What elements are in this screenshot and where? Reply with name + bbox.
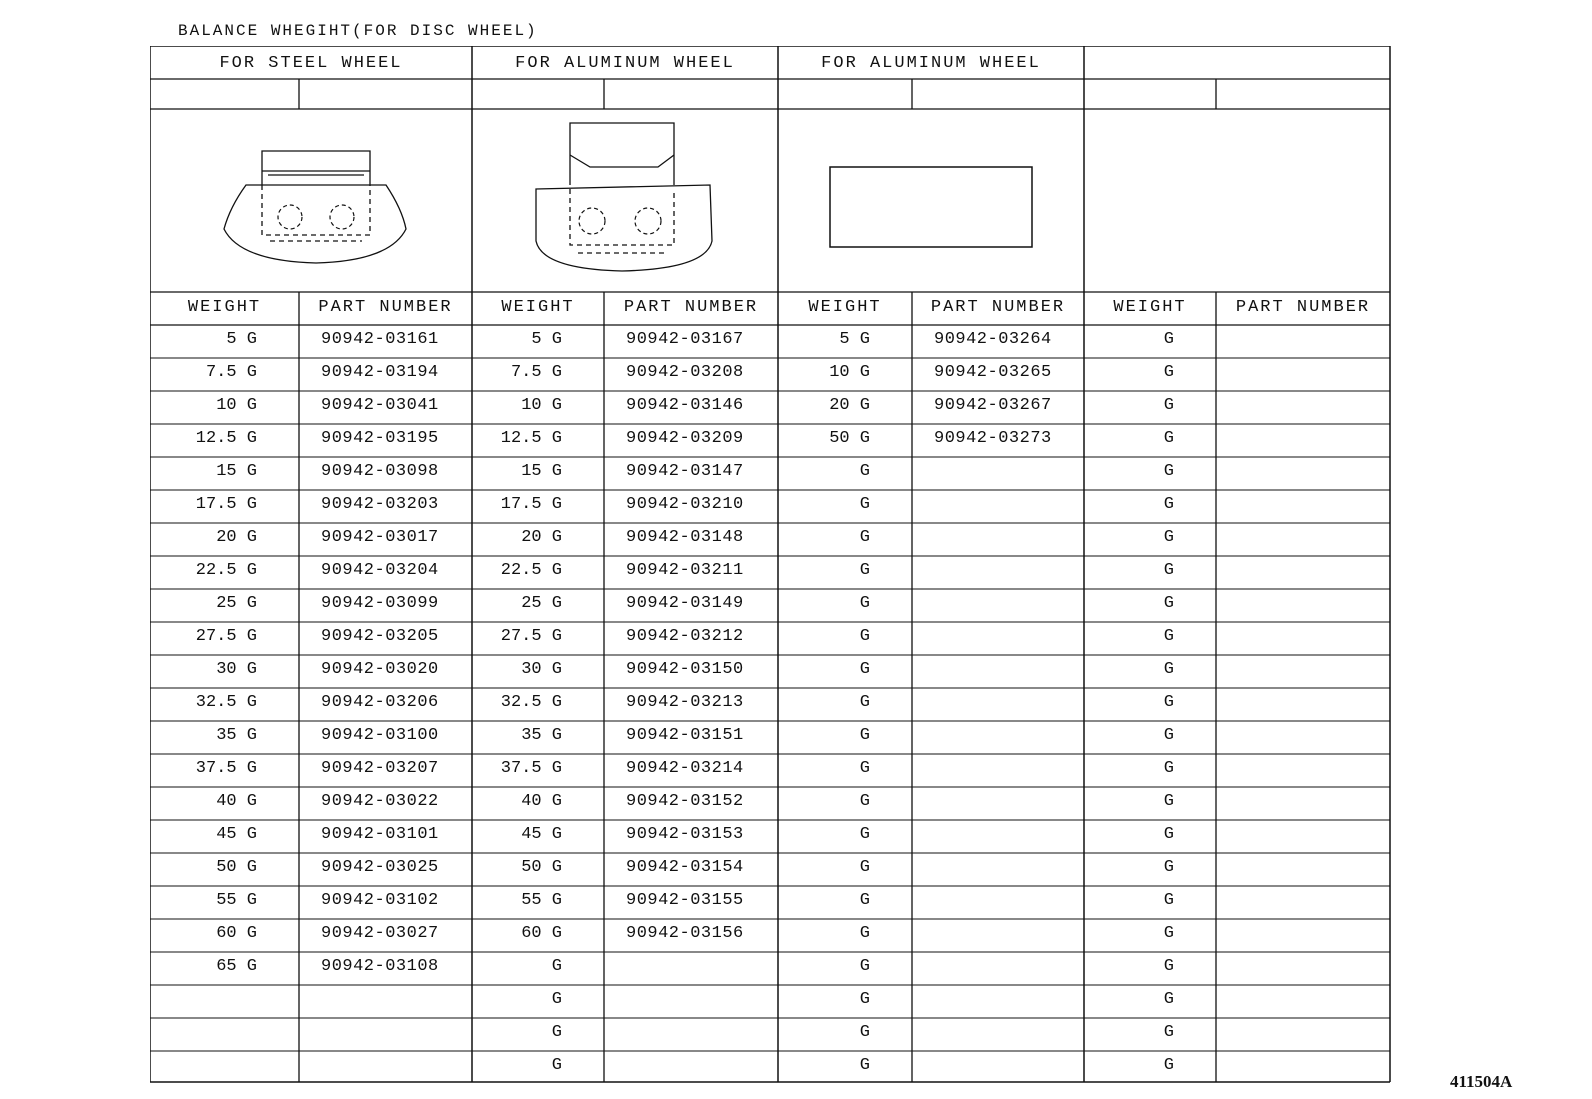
steel-weight-clip: [262, 151, 370, 185]
weight-cell: G: [859, 858, 870, 877]
weight-cell: G: [1163, 528, 1174, 547]
weight-cell: G: [1163, 495, 1174, 514]
weight-cell: 35 G: [216, 726, 257, 745]
steel-weight-hidden: [262, 185, 370, 235]
aluminum-weight-hole: [579, 208, 605, 234]
weight-cell: G: [551, 1023, 562, 1042]
weight-cell: G: [859, 1056, 870, 1075]
weight-cell: 17.5 G: [195, 495, 257, 514]
weight-cell: 50 G: [521, 858, 562, 877]
part-number-cell: 90942-03022: [321, 792, 439, 811]
part-number-cell: 90942-03100: [321, 726, 439, 745]
part-number-cell: 90942-03194: [321, 363, 439, 382]
weight-cell: 65 G: [216, 957, 257, 976]
part-number-cell: 90942-03025: [321, 858, 439, 877]
weight-cell: G: [1163, 462, 1174, 481]
weight-cell: G: [859, 1023, 870, 1042]
weight-cell: 20 G: [521, 528, 562, 547]
part-number-cell: 90942-03203: [321, 495, 439, 514]
part-number-cell: 90942-03212: [626, 627, 744, 646]
weight-cell: 60 G: [521, 924, 562, 943]
weight-column-header: WEIGHT: [187, 298, 262, 317]
weight-cell: G: [1163, 891, 1174, 910]
weight-cell: 60 G: [216, 924, 257, 943]
weight-cell: G: [859, 561, 870, 580]
part-number-cell: 90942-03150: [626, 660, 744, 679]
weight-cell: G: [1163, 858, 1174, 877]
group-header: FOR ALUMINUM WHEEL: [821, 54, 1041, 73]
weight-cell: 40 G: [521, 792, 562, 811]
weight-cell: 37.5 G: [195, 759, 257, 778]
weight-cell: G: [859, 627, 870, 646]
part-number-cell: 90942-03264: [934, 330, 1052, 349]
weight-cell: G: [1163, 792, 1174, 811]
part-number-cell: 90942-03213: [626, 693, 744, 712]
part-number-cell: 90942-03154: [626, 858, 744, 877]
part-number-cell: 90942-03156: [626, 924, 744, 943]
part-number-cell: 90942-03211: [626, 561, 744, 580]
part-number-cell: 90942-03167: [626, 330, 744, 349]
part-number-column-header: PART NUMBER: [623, 298, 759, 317]
weight-cell: 22.5 G: [195, 561, 257, 580]
weight-column-header: WEIGHT: [808, 298, 882, 317]
part-number-column-header: PART NUMBER: [318, 298, 453, 317]
weight-cell: 10 G: [829, 363, 870, 382]
weight-cell: 5 G: [839, 330, 870, 349]
weight-cell: G: [859, 792, 870, 811]
part-number-cell: 90942-03205: [321, 627, 439, 646]
weight-cell: G: [1163, 627, 1174, 646]
weight-cell: 27.5 G: [195, 627, 257, 646]
weight-cell: G: [859, 924, 870, 943]
weight-cell: 32.5 G: [195, 693, 257, 712]
weight-cell: 5 G: [226, 330, 257, 349]
weight-cell: 50 G: [829, 429, 870, 448]
part-number-cell: 90942-03214: [626, 759, 744, 778]
part-number-cell: 90942-03207: [321, 759, 439, 778]
weight-cell: G: [859, 726, 870, 745]
part-number-column-header: PART NUMBER: [930, 298, 1066, 317]
group-header: FOR ALUMINUM WHEEL: [515, 54, 735, 73]
weight-cell: 35 G: [521, 726, 562, 745]
weight-cell: G: [859, 495, 870, 514]
part-number-cell: 90942-03265: [934, 363, 1052, 382]
steel-weight-hole: [278, 205, 302, 229]
weight-cell: G: [859, 990, 870, 1009]
weight-cell: G: [1163, 825, 1174, 844]
part-number-cell: 90942-03146: [626, 396, 744, 415]
weight-cell: 22.5 G: [500, 561, 562, 580]
part-number-cell: 90942-03153: [626, 825, 744, 844]
part-number-cell: 90942-03027: [321, 924, 439, 943]
part-number-cell: 90942-03017: [321, 528, 439, 547]
weight-cell: 12.5 G: [500, 429, 562, 448]
weight-cell: G: [1163, 1023, 1174, 1042]
aluminum-weight-hole: [635, 208, 661, 234]
weight-cell: G: [1163, 693, 1174, 712]
weight-cell: 12.5 G: [195, 429, 257, 448]
part-number-cell: 90942-03273: [934, 429, 1052, 448]
weight-cell: 7.5 G: [205, 363, 257, 382]
weight-column-header: WEIGHT: [501, 298, 575, 317]
weight-cell: G: [1163, 957, 1174, 976]
weight-cell: 55 G: [521, 891, 562, 910]
weight-cell: 55 G: [216, 891, 257, 910]
weight-cell: G: [1163, 396, 1174, 415]
weight-cell: G: [1163, 594, 1174, 613]
part-number-cell: 90942-03208: [626, 363, 744, 382]
weight-cell: 32.5 G: [500, 693, 562, 712]
aluminum-weight-body: [536, 185, 712, 271]
weight-cell: 25 G: [521, 594, 562, 613]
group-header: FOR STEEL WHEEL: [219, 54, 403, 73]
part-number-cell: 90942-03151: [626, 726, 744, 745]
part-number-column-header: PART NUMBER: [1235, 298, 1371, 317]
weight-cell: G: [1163, 759, 1174, 778]
weight-cell: G: [859, 891, 870, 910]
weight-column-header: WEIGHT: [1113, 298, 1187, 317]
weight-cell: G: [859, 957, 870, 976]
aluminum-weight-clip: [570, 155, 674, 167]
weight-cell: 45 G: [216, 825, 257, 844]
weight-cell: 37.5 G: [500, 759, 562, 778]
weight-cell: 7.5 G: [510, 363, 562, 382]
part-number-cell: 90942-03020: [321, 660, 439, 679]
part-number-cell: 90942-03098: [321, 462, 439, 481]
weight-cell: G: [859, 660, 870, 679]
figure-code: 411504A: [1450, 1072, 1513, 1091]
part-number-cell: 90942-03210: [626, 495, 744, 514]
part-number-cell: 90942-03267: [934, 396, 1052, 415]
part-number-cell: 90942-03102: [321, 891, 439, 910]
weight-cell: G: [1163, 924, 1174, 943]
weight-cell: 27.5 G: [500, 627, 562, 646]
weight-cell: 10 G: [216, 396, 257, 415]
weight-cell: G: [1163, 990, 1174, 1009]
part-number-cell: 90942-03206: [321, 693, 439, 712]
part-number-cell: 90942-03147: [626, 462, 744, 481]
weight-cell: 17.5 G: [500, 495, 562, 514]
weight-cell: G: [1163, 429, 1174, 448]
page-title: BALANCE WHEGIHT(FOR DISC WHEEL): [178, 22, 538, 40]
weight-cell: G: [859, 759, 870, 778]
weight-cell: G: [859, 528, 870, 547]
weight-cell: G: [551, 957, 562, 976]
steel-weight-body: [224, 185, 406, 263]
part-number-cell: 90942-03204: [321, 561, 439, 580]
weight-cell: G: [551, 1056, 562, 1075]
weight-cell: G: [1163, 660, 1174, 679]
part-number-cell: 90942-03195: [321, 429, 439, 448]
weight-cell: 30 G: [216, 660, 257, 679]
weight-cell: 15 G: [216, 462, 257, 481]
part-number-cell: 90942-03101: [321, 825, 439, 844]
weight-cell: 50 G: [216, 858, 257, 877]
weight-cell: G: [859, 462, 870, 481]
weight-cell: G: [1163, 561, 1174, 580]
weight-cell: 40 G: [216, 792, 257, 811]
part-number-cell: 90942-03161: [321, 330, 439, 349]
part-number-cell: 90942-03148: [626, 528, 744, 547]
weight-cell: 30 G: [521, 660, 562, 679]
weight-cell: G: [1163, 330, 1174, 349]
weight-cell: 25 G: [216, 594, 257, 613]
weight-cell: 15 G: [521, 462, 562, 481]
weight-cell: G: [551, 990, 562, 1009]
part-number-cell: 90942-03152: [626, 792, 744, 811]
balance-weight-table: [150, 46, 1428, 1084]
weight-cell: 20 G: [216, 528, 257, 547]
weight-cell: G: [859, 693, 870, 712]
weight-cell: 10 G: [521, 396, 562, 415]
part-number-cell: 90942-03149: [626, 594, 744, 613]
steel-weight-hole: [330, 205, 354, 229]
adhesive-weight-rect: [830, 167, 1032, 247]
part-number-cell: 90942-03155: [626, 891, 744, 910]
weight-cell: 45 G: [521, 825, 562, 844]
weight-cell: G: [859, 594, 870, 613]
weight-cell: G: [1163, 1056, 1174, 1075]
weight-cell: 20 G: [829, 396, 870, 415]
part-number-cell: 90942-03099: [321, 594, 439, 613]
part-number-cell: 90942-03209: [626, 429, 744, 448]
part-number-cell: 90942-03108: [321, 957, 439, 976]
aluminum-weight-clip: [570, 123, 674, 185]
weight-cell: G: [859, 825, 870, 844]
aluminum-weight-hidden: [570, 189, 674, 245]
part-number-cell: 90942-03041: [321, 396, 439, 415]
weight-cell: 5 G: [531, 330, 562, 349]
weight-cell: G: [1163, 363, 1174, 382]
weight-cell: G: [1163, 726, 1174, 745]
